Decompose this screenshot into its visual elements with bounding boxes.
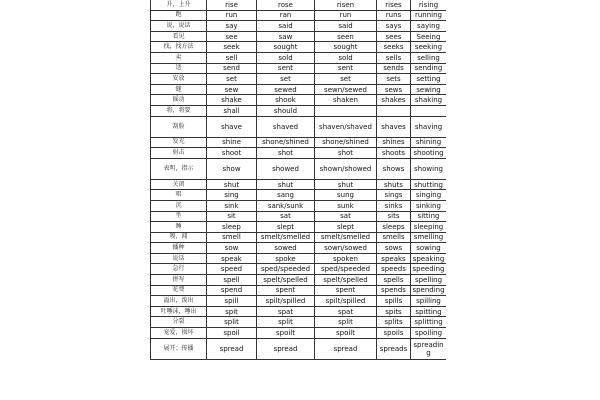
ing-form-cell: spending — [412, 286, 445, 295]
third-person-cell: spoils — [377, 328, 411, 339]
table-row — [151, 116, 447, 137]
past-tense-cell: spread — [257, 338, 315, 359]
meaning-cell: 关闭 — [151, 179, 207, 190]
past-participle-cell: smelt/smelled — [315, 232, 377, 243]
third-person-cell: runs — [377, 10, 411, 21]
past-tense-cell: sent — [257, 63, 315, 74]
past-tense-cell: spoilt — [257, 328, 315, 339]
meaning-cell: 表明，指示 — [151, 158, 207, 179]
ing-form-cell: spoiling — [411, 328, 447, 339]
base-form-cell: sell — [207, 52, 257, 63]
past-tense-cell: sold — [257, 52, 315, 63]
third-person-cell: shines — [377, 137, 411, 148]
base-form-cell: shave — [207, 116, 257, 137]
ing-form-cell: sinking — [411, 200, 447, 211]
ing-form-cell: speaking — [411, 253, 447, 264]
meaning-cell: 沉 — [151, 200, 207, 211]
past-participle-cell: split — [315, 317, 377, 328]
past-tense-cell: spilt/spilled — [257, 296, 315, 307]
past-tense-cell: spoke — [257, 253, 315, 264]
base-form-cell: rise — [207, 0, 257, 10]
third-person-cell: spits — [377, 306, 411, 317]
third-person-cell: sets — [377, 74, 411, 85]
third-person-cell: sits — [377, 211, 411, 222]
table-row — [151, 328, 447, 339]
ing-form-cell: selling — [411, 52, 447, 63]
third-person-cell: sings — [377, 190, 411, 201]
third-person-cell: sinks — [377, 200, 411, 211]
verb-table-body — [151, 0, 447, 359]
third-person-cell: seeks — [377, 42, 411, 53]
base-form-cell: set — [207, 74, 257, 85]
table-row — [151, 0, 447, 10]
ing-form-cell: shooting — [411, 148, 447, 159]
table-row — [151, 158, 447, 179]
base-form-cell: see — [207, 31, 257, 42]
third-person-cell: smells — [377, 232, 411, 243]
past-participle-cell: sought — [315, 42, 377, 53]
third-person-cell: spends — [377, 285, 411, 296]
meaning-cell: 刮脸 — [151, 116, 207, 137]
table-row — [151, 63, 447, 74]
past-tense-cell: sat — [257, 211, 315, 222]
ing-form-cell: spilling — [411, 296, 447, 307]
third-person-cell: sells — [377, 52, 411, 63]
ing-form-cell: setting — [411, 74, 447, 85]
ing-form-cell: sewing — [411, 84, 447, 95]
past-tense-cell: sewed — [257, 84, 315, 95]
ing-form-cell — [411, 105, 447, 116]
third-person-cell: shows — [377, 158, 411, 179]
past-participle-cell: run — [315, 10, 377, 21]
third-person-cell: speeds — [377, 264, 411, 275]
table-row — [151, 200, 447, 211]
past-participle-cell — [315, 105, 377, 116]
past-participle-cell: shone/shined — [315, 137, 377, 148]
ing-form-cell: smelling — [411, 232, 447, 243]
base-form-cell: smell — [207, 232, 257, 243]
meaning-cell: 宠爱，损坏 — [151, 328, 207, 339]
ing-form-cell: Seeing — [411, 31, 447, 42]
base-form-cell: sing — [207, 190, 257, 201]
table-row — [151, 105, 447, 116]
past-participle-cell: spilt/spilled — [315, 296, 377, 307]
third-person-cell: spreads — [377, 338, 411, 359]
meaning-cell: 卖 — [151, 52, 207, 63]
past-participle-cell: shaken — [315, 95, 377, 106]
ing-form-cell: speeding — [411, 264, 447, 275]
past-tense-cell: slept — [257, 222, 315, 233]
base-form-cell: shall — [207, 105, 257, 116]
past-participle-cell: risen — [315, 0, 377, 10]
third-person-cell: speaks — [377, 253, 411, 264]
table-row — [151, 253, 447, 264]
base-form-cell: sit — [207, 211, 257, 222]
past-participle-cell: sunk — [315, 200, 377, 211]
past-tense-cell: shone/shined — [257, 137, 315, 148]
base-form-cell: sink — [207, 200, 257, 211]
ing-form-cell: showing — [411, 158, 447, 179]
base-form-cell: sow — [207, 243, 257, 254]
meaning-cell: 分裂 — [151, 317, 207, 328]
ing-form-cell: sleeping — [411, 222, 447, 233]
base-form-cell: speak — [207, 253, 257, 264]
meaning-cell: 送 — [151, 63, 207, 74]
meaning-cell: 坐 — [151, 211, 207, 222]
third-person-cell — [377, 105, 411, 116]
past-participle-cell: spoilt — [315, 328, 377, 339]
base-form-cell: spend — [207, 285, 257, 296]
past-tense-cell: said — [257, 21, 315, 32]
meaning-cell: 展开；传播 — [151, 338, 207, 359]
third-person-cell: sews — [377, 84, 411, 95]
past-participle-cell: spoken — [315, 253, 377, 264]
past-tense-cell: shook — [257, 95, 315, 106]
ing-form-cell: running — [411, 10, 447, 21]
ing-form-cell: shining — [411, 137, 447, 148]
meaning-cell: 看见 — [151, 31, 207, 42]
ing-form-cell: spitting — [411, 306, 447, 317]
third-person-cell: shaves — [377, 116, 411, 137]
meaning-cell: 射击 — [151, 148, 207, 159]
table-row — [151, 31, 447, 42]
table-row — [151, 84, 447, 95]
past-participle-cell: spat — [315, 306, 377, 317]
table-row — [151, 306, 447, 317]
third-person-cell: sends — [377, 63, 411, 74]
past-tense-cell: set — [257, 74, 315, 85]
third-person-cell: sleeps — [377, 222, 411, 233]
base-form-cell: split — [207, 317, 257, 328]
past-tense-cell: sowed — [257, 243, 315, 254]
base-form-cell: spill — [207, 296, 257, 307]
table-row — [151, 148, 447, 159]
base-form-cell: spoil — [207, 328, 257, 339]
past-tense-cell: rose — [257, 0, 315, 10]
meaning-cell: 摇动 — [151, 95, 207, 106]
meaning-cell: 急行 — [151, 264, 207, 275]
past-participle-cell: sewn/sewed — [315, 84, 377, 95]
ing-form-cell: singing — [411, 190, 447, 201]
meaning-cell: 跑 — [151, 10, 207, 21]
past-participle-cell: sped/speeded — [315, 264, 377, 275]
table-row — [151, 264, 447, 275]
third-person-cell: says — [377, 21, 411, 32]
ing-form-cell: sending — [411, 63, 447, 74]
past-participle-cell: sold — [315, 52, 377, 63]
past-participle-cell: sent — [315, 63, 377, 74]
table-row — [151, 211, 447, 222]
past-participle-cell: sung — [315, 190, 377, 201]
table-row — [151, 296, 447, 307]
meaning-cell: 溢出，泼出 — [151, 296, 207, 307]
base-form-cell: seek — [207, 42, 257, 53]
meaning-cell: 升，上升 — [151, 0, 207, 10]
third-person-cell: shuts — [377, 179, 411, 190]
past-tense-cell: spelt/spelled — [257, 275, 315, 286]
past-participle-cell: slept — [315, 222, 377, 233]
ing-form-cell: rising — [411, 0, 447, 10]
past-tense-cell: shaved — [257, 116, 315, 137]
past-participle-cell: spelt/spelled — [315, 275, 377, 286]
past-participle-cell: sown/sowed — [315, 243, 377, 254]
table-row — [151, 190, 447, 201]
past-participle-cell: spread — [315, 338, 377, 359]
meaning-cell: 安放 — [151, 74, 207, 85]
past-tense-cell: spat — [257, 306, 315, 317]
table-row — [151, 285, 447, 296]
ing-form-cell: shaking — [411, 95, 447, 106]
meaning-cell: 找，找方法 — [151, 42, 207, 53]
ing-form-cell: shaving — [411, 116, 447, 137]
past-tense-cell: shot — [257, 148, 315, 159]
past-participle-cell: seen — [315, 31, 377, 42]
base-form-cell: show — [207, 158, 257, 179]
base-form-cell: shut — [207, 179, 257, 190]
table-row — [151, 222, 447, 233]
past-tense-cell: split — [257, 317, 315, 328]
past-participle-cell: said — [315, 21, 377, 32]
past-participle-cell: sat — [315, 211, 377, 222]
third-person-cell: rises — [377, 0, 411, 10]
past-tense-cell: should — [257, 105, 315, 116]
third-person-cell: spills — [377, 296, 411, 307]
ing-form-cell: saying — [411, 21, 447, 32]
meaning-cell: 嗅，闻 — [151, 232, 207, 243]
third-person-cell: sees — [377, 31, 411, 42]
meaning-cell: 花费 — [151, 285, 207, 296]
table-row — [151, 42, 447, 53]
irregular-verb-table — [150, 0, 446, 360]
base-form-cell: shoot — [207, 148, 257, 159]
table-row — [151, 74, 447, 85]
base-form-cell: spread — [207, 338, 257, 359]
base-form-cell: send — [207, 63, 257, 74]
past-tense-cell: shut — [257, 179, 315, 190]
past-tense-cell: saw — [257, 31, 315, 42]
past-tense-cell: showed — [257, 158, 315, 179]
third-person-cell: sows — [377, 243, 411, 254]
table-row — [151, 137, 447, 148]
third-person-cell: shoots — [377, 148, 411, 159]
past-participle-cell: shut — [315, 179, 377, 190]
third-person-cell: shakes — [377, 95, 411, 106]
table-row — [151, 243, 447, 254]
past-tense-cell: sped/speeded — [257, 264, 315, 275]
meaning-cell: 吐唾沫，唾出 — [151, 306, 207, 317]
past-participle-cell: shown/showed — [315, 158, 377, 179]
past-participle-cell: set — [315, 74, 377, 85]
meaning-cell: 说，说话 — [151, 21, 207, 32]
past-tense-cell: smelt/smelled — [257, 232, 315, 243]
ing-form-cell: spelling — [411, 275, 447, 286]
meaning-cell: 发光 — [151, 137, 207, 148]
base-form-cell: sew — [207, 84, 257, 95]
meaning-cell: 睡 — [151, 222, 207, 233]
ing-form-cell: spreading — [411, 338, 447, 359]
table-row — [151, 95, 447, 106]
base-form-cell: spell — [207, 275, 257, 286]
third-person-cell: splits — [377, 317, 411, 328]
past-participle-cell: shaven/shaved — [315, 116, 377, 137]
table-row — [151, 232, 447, 243]
meaning-cell: 播种 — [151, 243, 207, 254]
ing-form-cell: sitting — [411, 211, 447, 222]
past-tense-cell: sought — [257, 42, 315, 53]
ing-form-cell: sowing — [411, 243, 447, 254]
third-person-cell: spells — [377, 275, 411, 286]
table-row — [151, 317, 447, 328]
base-form-cell: speed — [207, 264, 257, 275]
base-form-cell: spit — [207, 306, 257, 317]
table-row — [151, 21, 447, 32]
table-row — [151, 275, 447, 286]
base-form-cell: sleep — [207, 222, 257, 233]
past-tense-cell: spent — [257, 285, 315, 296]
past-tense-cell: ran — [257, 10, 315, 21]
past-tense-cell: sank/sunk — [257, 200, 315, 211]
past-participle-cell: shot — [315, 148, 377, 159]
base-form-cell: shine — [207, 137, 257, 148]
base-form-cell: say — [207, 21, 257, 32]
ing-form-cell: seeking — [411, 42, 447, 53]
past-participle-cell: spent — [315, 285, 377, 296]
base-form-cell: run — [207, 10, 257, 21]
meaning-cell: 拼写 — [151, 275, 207, 286]
table-row — [151, 10, 447, 21]
past-tense-cell: sang — [257, 190, 315, 201]
meaning-cell: 唱 — [151, 190, 207, 201]
table-row — [151, 52, 447, 63]
base-form-cell: shake — [207, 95, 257, 106]
table-row — [151, 179, 447, 190]
ing-form-cell: shutting — [411, 179, 447, 190]
ing-form-cell: splitting — [411, 317, 447, 328]
meaning-cell: 缝 — [151, 84, 207, 95]
meaning-cell: 将，将要 — [151, 105, 207, 116]
verb-table-page — [150, 0, 446, 400]
table-row — [151, 338, 447, 359]
meaning-cell: 说话 — [151, 253, 207, 264]
